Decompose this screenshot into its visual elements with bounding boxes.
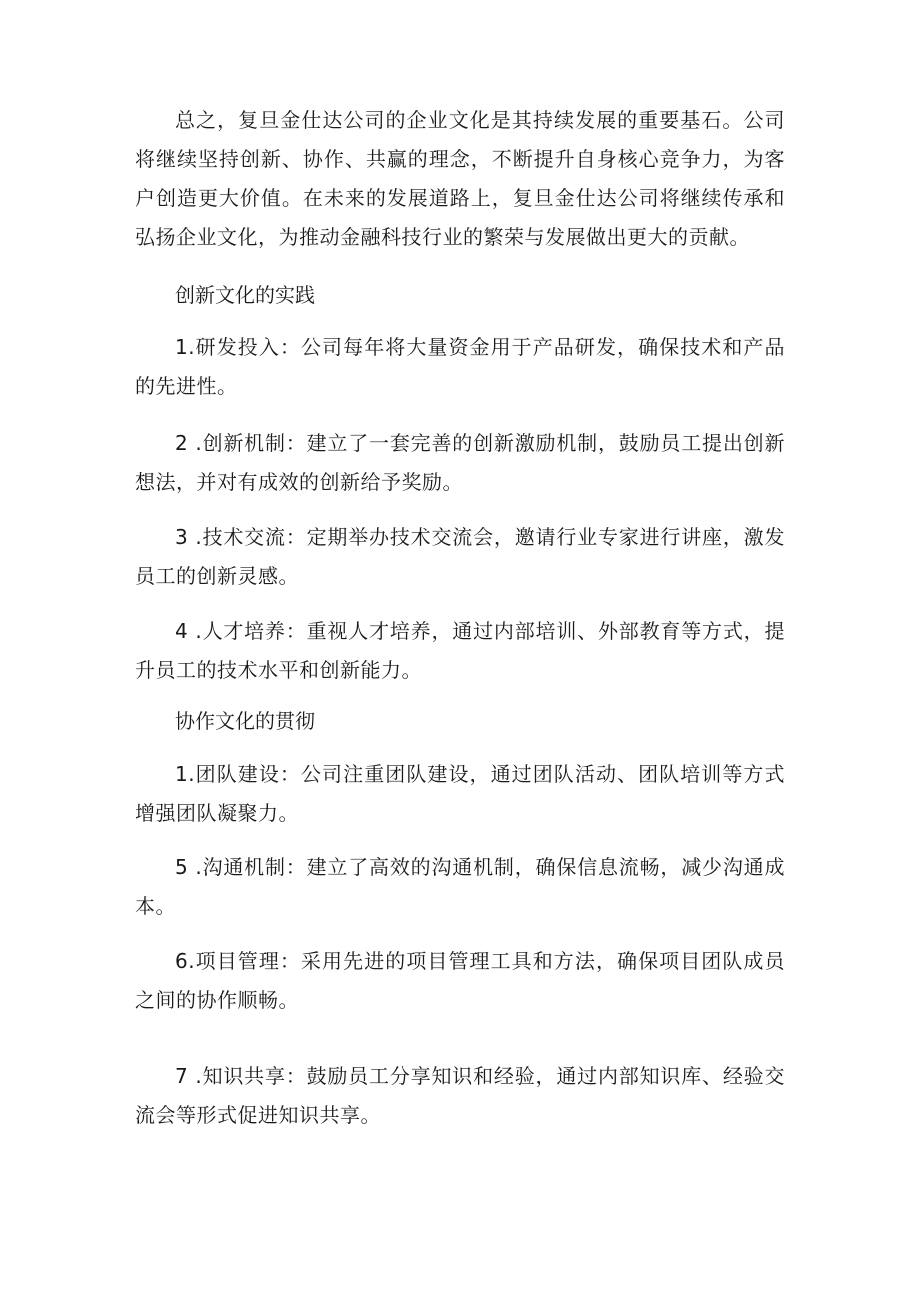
- section-heading-collaboration: 协作文化的贯彻: [175, 709, 315, 733]
- list-item-knowledge-sharing: 7 .知识共享：鼓励员工分享知识和经验，通过内部知识库、经验交流会等形式促进知识共享。: [135, 1064, 785, 1127]
- list-item-project-management: 6.项目管理：采用先进的项目管理工具和方法，确保项目团队成员之间的协作顺畅。: [135, 949, 785, 1012]
- list-item-tech-exchange: 3 .技术交流：定期举办技术交流会，邀请行业专家进行讲座，激发员工的创新灵感。: [135, 525, 785, 588]
- intro-paragraph: 总之，复旦金仕达公司的企业文化是其持续发展的重要基石。公司将继续坚持创新、协作、共赢的理念，不断提升自身核心竞争力，为客户创造更大价值。在未来的发展道路上，复旦金仕达公司将继续传承和弘扬企业文化，为推动金融科技行业的繁荣与发展做出更大的贡献。: [135, 108, 785, 249]
- list-item-innovation-mechanism: 2 .创新机制：建立了一套完善的创新激励机制，鼓励员工提出创新想法，并对有成效的创新给予奖励。: [135, 431, 785, 494]
- list-item-communication: 5 .沟通机制：建立了高效的沟通机制，确保信息流畅，减少沟通成本。: [135, 855, 785, 918]
- list-item-research-investment: 1.研发投入：公司每年将大量资金用于产品研发，确保技术和产品的先进性。: [135, 335, 785, 398]
- list-item-team-building: 1.团队建设：公司注重团队建设，通过团队活动、团队培训等方式增强团队凝聚力。: [135, 762, 785, 825]
- list-item-talent-training: 4 .人才培养：重视人才培养，通过内部培训、外部教育等方式，提升员工的技术水平和创新能力。: [135, 619, 785, 682]
- section-heading-innovation: 创新文化的实践: [175, 283, 315, 307]
